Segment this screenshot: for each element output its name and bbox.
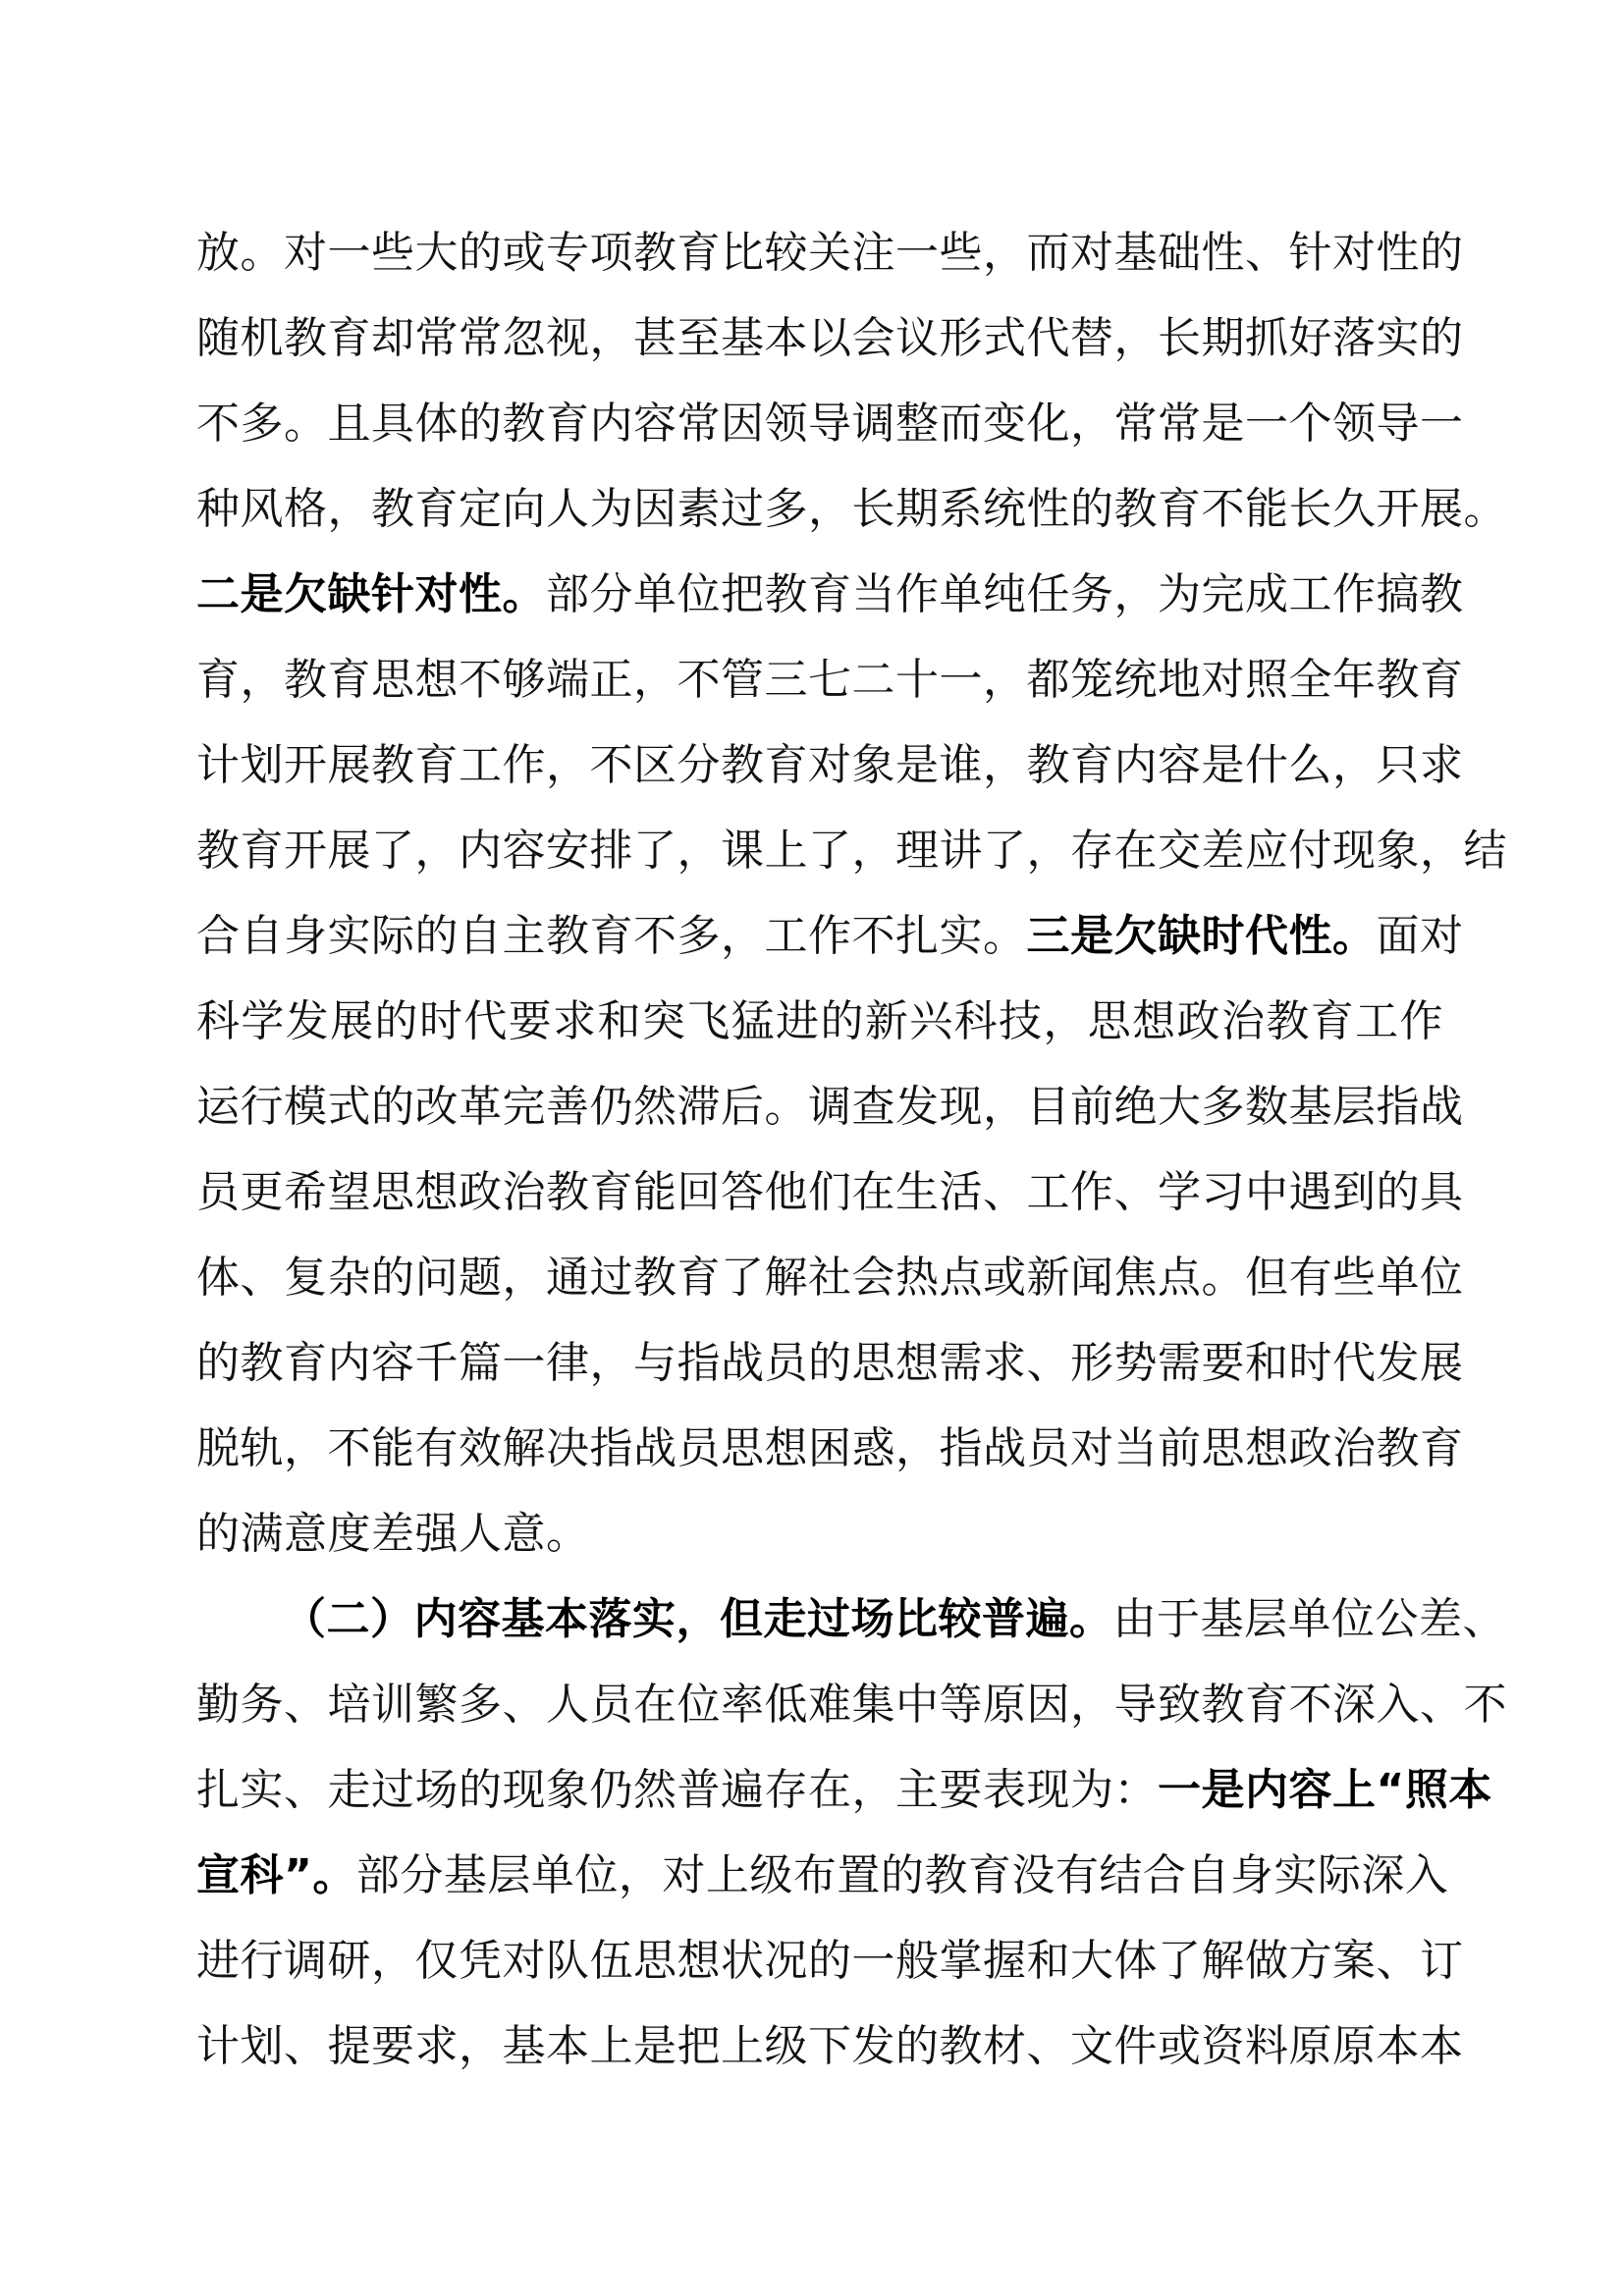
text-run: 进行调研，仅凭对队伍思想状况的一般掌握和大体了解做方案、订 (196, 1936, 1464, 1986)
text-line (196, 385, 1464, 463)
text-run: 体、复杂的问题，通过教育了解社会热点或新闻焦点。但有些单位 (196, 1253, 1464, 1303)
text-line (196, 470, 1507, 549)
text-line (196, 641, 1464, 720)
section-heading-run: （二）内容基本落实，但走过场比较普遍。 (283, 1594, 1113, 1644)
text-run: 不多。且具体的教育内容常因领导调整而变化，常常是一个领导一 (196, 399, 1464, 449)
text-run: 勤务、培训繁多、人员在位率低难集中等原因，导致教育不深入、不 (196, 1680, 1507, 1730)
text-line (196, 897, 1464, 976)
bold-heading-run: 宣科”。 (196, 1850, 356, 1900)
text-run: 面对 (1376, 911, 1464, 961)
text-run: 计划、提要求，基本上是把上级下发的教材、文件或资料原原本本 (196, 2021, 1464, 2071)
text-line (196, 1837, 1449, 1915)
text-line (196, 1068, 1464, 1147)
text-run: 运行模式的改革完善仍然滞后。调查发现，目前绝大多数基层指战 (196, 1082, 1464, 1132)
text-line (196, 1666, 1507, 1744)
text-run: 的教育内容千篇一律，与指战员的思想需求、形势需要和时代发展 (196, 1338, 1464, 1388)
text-line (196, 726, 1464, 805)
text-line (196, 1495, 1443, 1574)
text-line (196, 214, 1464, 293)
text-line (196, 1751, 1492, 1830)
text-run: 随机教育却常常忽视，甚至基本以会议形式代替，长期抓好落实的 (196, 313, 1464, 363)
text-run: 育，教育思想不够端正，不管三七二十一，都笼统地对照全年教育 (196, 655, 1464, 705)
text-run: 种风格，教育定向人为因素过多，长期系统性的教育不能长久开展。 (196, 484, 1507, 534)
text-run: 放。对一些大的或专项教育比较关注一些，而对基础性、针对性的 (196, 228, 1464, 278)
text-run: 科学发展的时代要求和突飞猛进的新兴科技，思想政治教育工作 (196, 996, 1443, 1046)
text-line (196, 1922, 1464, 2001)
text-line (283, 1580, 1506, 1659)
text-run: 计划开展教育工作，不区分教育对象是谁，教育内容是什么，只求 (196, 740, 1464, 790)
text-run: 合自身实际的自主教育不多，工作不扎实。 (196, 911, 1027, 961)
text-line (196, 1239, 1464, 1317)
text-run: 教育开展了，内容安排了，课上了，理讲了，存在交差应付现象，结 (196, 826, 1507, 876)
text-line (196, 299, 1464, 378)
text-run: 脱轨，不能有效解决指战员思想困惑，指战员对当前思想政治教育 (196, 1423, 1464, 1473)
text-run: 扎实、走过场的现象仍然普遍存在，主要表现为： (196, 1765, 1158, 1815)
text-run: 部分单位把教育当作单纯任务，为完成工作搞教 (546, 569, 1464, 619)
text-line (196, 1410, 1464, 1488)
text-line (196, 812, 1507, 890)
text-run: 员更希望思想政治教育能回答他们在生活、工作、学习中遇到的具 (196, 1167, 1464, 1217)
text-line (196, 2007, 1464, 2086)
text-line (196, 1153, 1464, 1232)
bold-heading-run: 二是欠缺针对性。 (196, 569, 546, 619)
bold-heading-run: 一是内容上“照本 (1158, 1765, 1492, 1815)
text-line (196, 983, 1443, 1061)
text-run: 的满意度差强人意。 (196, 1509, 590, 1559)
bold-heading-run: 三是欠缺时代性。 (1026, 911, 1377, 961)
text-line (196, 1324, 1464, 1403)
text-run: 由于基层单位公差、 (1112, 1594, 1506, 1644)
text-run: 部分基层单位，对上级布置的教育没有结合自身实际深入 (355, 1850, 1449, 1900)
text-line (196, 556, 1464, 634)
